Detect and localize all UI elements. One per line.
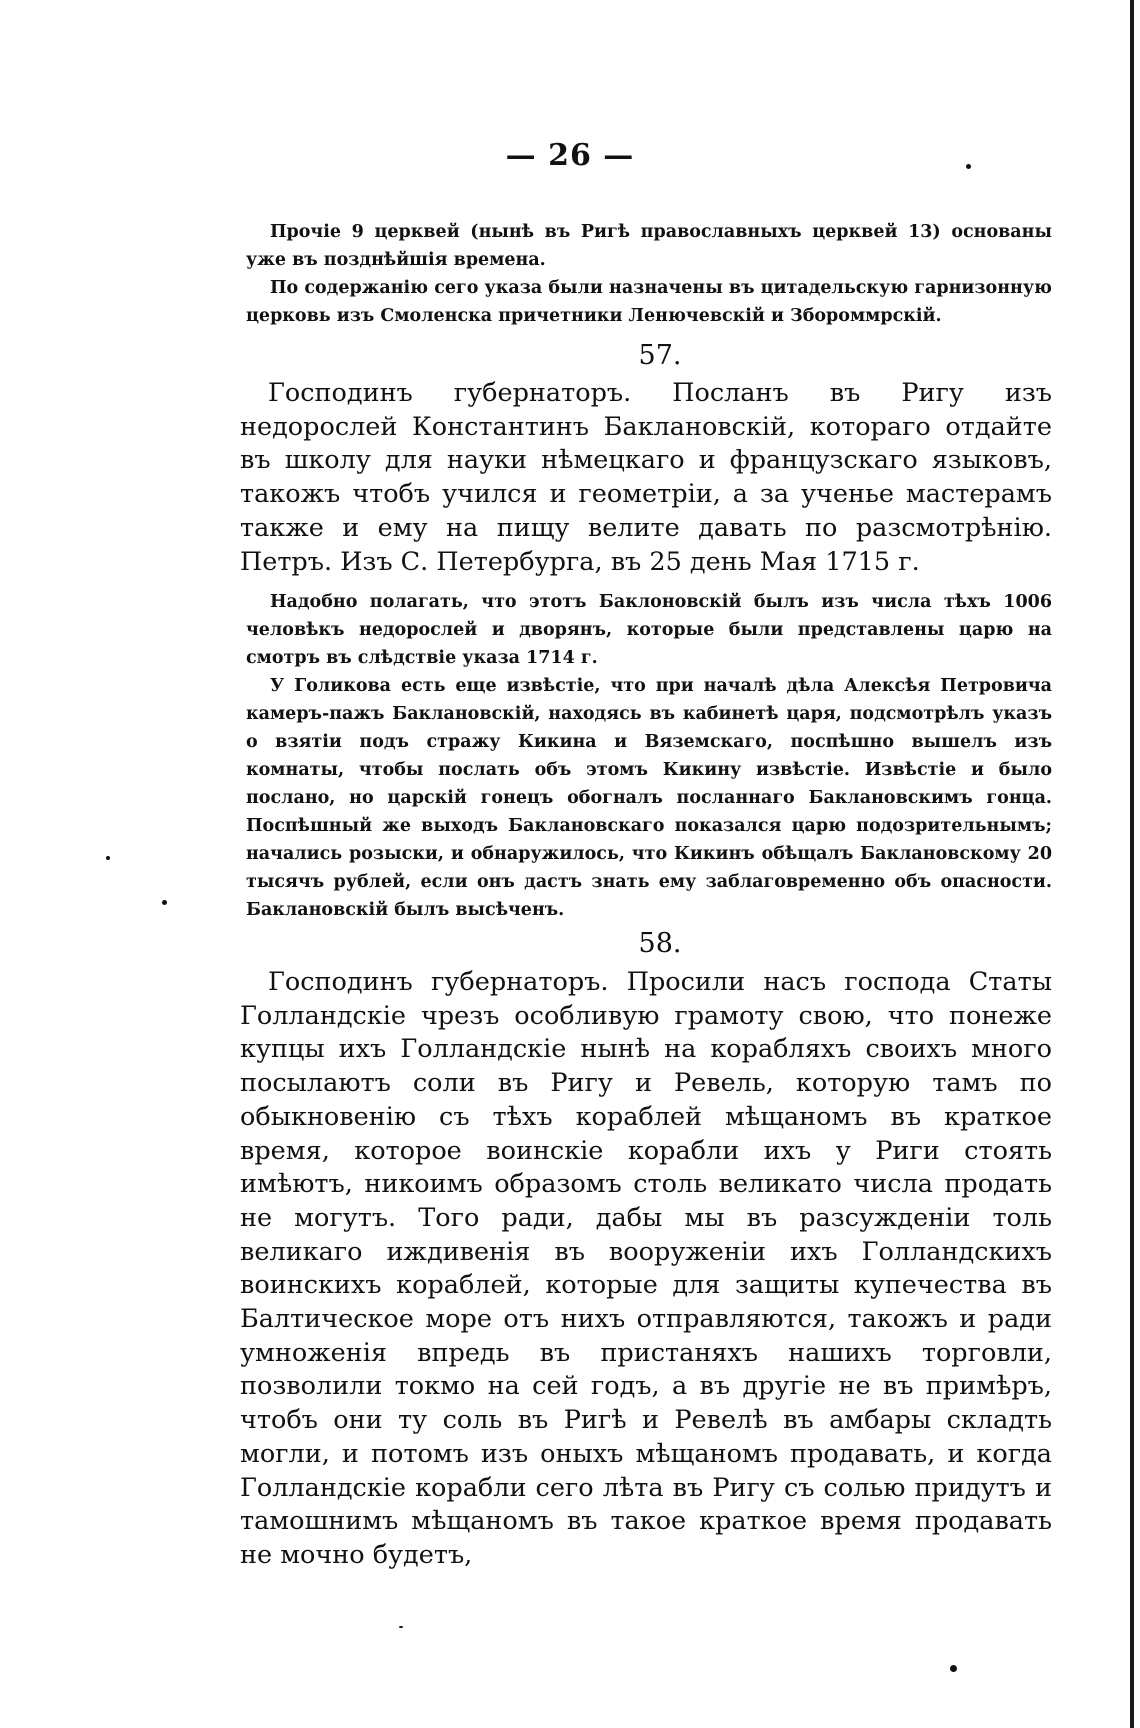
scan-speck [399,1626,403,1628]
scan-speck [162,900,167,905]
page-edge-shadow [1130,0,1134,1728]
footnote-churches: Прочіе 9 церквей (нынѣ въ Ригѣ православныхъ церквей 13) основаны уже въ позднѣйшія времена. [246,222,1052,270]
footnote-baklanovsky-origin: Надобно полагать, что этотъ Баклоновскій былъ изъ числа тѣхъ 1006 человѣкъ недорослей и дворянъ, которые были представлены царю на смотръ въ слѣдствіе указа 1714 г. [246,592,1052,668]
section-number-57: 57. [638,340,682,371]
section-number-58: 58. [638,928,682,959]
page-number: — 26 — [505,138,635,173]
scan-speck [106,856,110,860]
scan-speck [966,164,971,169]
decree-58-text: Господинъ губернаторъ. Просили насъ господа Статы Голландскіе чрезъ особливую грамоту свою, что понеже купцы ихъ Голландскіе нынѣ на корабляхъ своихъ много посылаютъ соли въ Ригу и Ревель, которую тамъ по обыкновенію съ тѣхъ кораблей мѣщаномъ въ краткое время, которое воинскіе корабли ихъ у Риги стоять имѣютъ, никоимъ образомъ столь великато числа продать не могутъ. Того ради, дабы мы въ разсужденіи толь великаго иждивенія въ вооруженіи ихъ Голландскихъ воинскихъ кораблей, которые для защиты купечества въ Балтическое море отъ нихъ отправляются, такожъ и ради умноженія впредь въ пристаняхъ нашихъ торговли, позволили токмо на сей годъ, а въ другіе не въ примѣръ, чтобъ они ту соль въ Ригѣ и Ревелѣ въ амбары складть могли, и потомъ изъ оныхъ мѣщаномъ продавать, и когда Голландскіе корабли сего лѣта въ Ригу съ солью придутъ и тамошнимъ мѣщаномъ въ такое краткое время продавать не мочно будетъ, [240,967,1052,1570]
scan-speck [950,1665,957,1672]
footnote-golikov-story: У Голикова есть еще извѣстіе, что при началѣ дѣла Алексѣя Петровича камеръ-пажъ Баклановскій, находясь въ кабинетѣ царя, подсмотрѣлъ указъ о взятіи подъ стражу Кикина и Вяземскаго, поспѣшно вышелъ изъ комнаты, чтобы послать объ этомъ Кикину извѣстіе. Извѣстіе и было послано, но царскій гонецъ обогналъ посланнаго Баклановскимъ гонца. Поспѣшный же выходъ Баклановскаго показался царю подозрительнымъ; начались розыски, и обнаружилось, что Кикинъ обѣщалъ Баклановскому 20 тысячъ рублей, если онъ дастъ знать ему заблаговременно объ опасности. Баклановскій былъ высѣченъ. [246,676,1052,920]
footnote-decree-content: По содержанію сего указа были назначены въ цитадельскую гарнизонную церковь изъ Смоленска причетники Ленючевскій и Збороммрскій. [246,278,1052,326]
decree-57-text: Господинъ губернаторъ. Посланъ въ Ригу изъ недорослей Константинъ Баклановскій, котораго отдайте въ школу для науки нѣмецкаго и французскаго языковъ, такожъ чтобъ учился и геометріи, а за ученье мастерамъ также и ему на пищу велите давать по разсмотрѣнію. Петръ. Изъ С. Петербурга, въ 25 день Мая 1715 г. [240,378,1052,577]
